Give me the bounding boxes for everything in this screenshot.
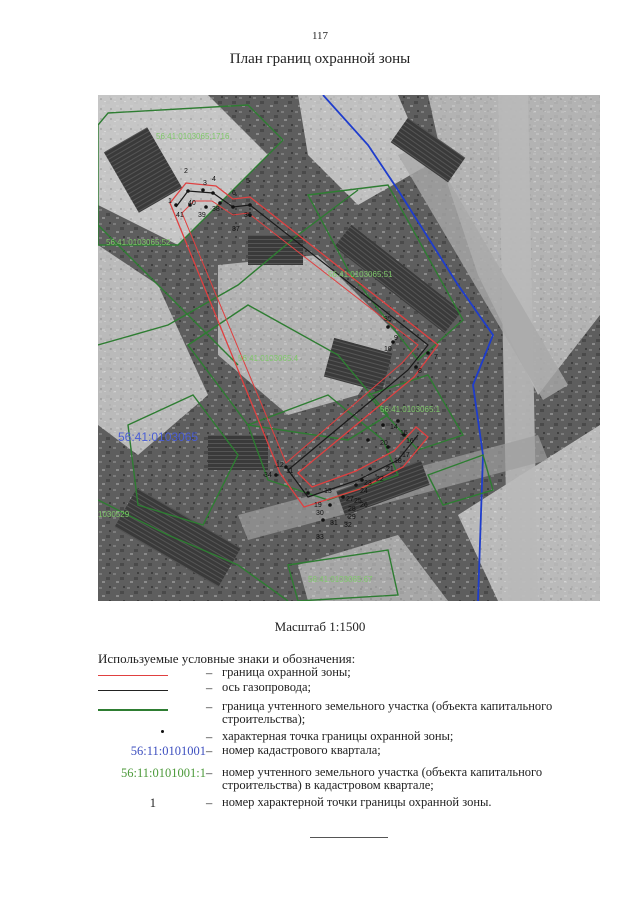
page-number: 117 <box>311 30 329 42</box>
point-number: 41 <box>176 212 184 219</box>
point-number: 19 <box>314 502 322 509</box>
legend-text: граница учтенного земельного участка (объекта капитального строительства); <box>222 699 553 726</box>
point-number: 20 <box>380 440 388 447</box>
point-number: 26 <box>360 502 368 509</box>
page-title: План границ охранной зоны <box>229 51 411 67</box>
legend-text: номер характерной точки границы охранной зоны. <box>222 795 492 809</box>
point-number: 13 <box>324 488 332 495</box>
dot-icon <box>161 730 164 733</box>
point-number: 28 <box>348 506 356 513</box>
point-number: 12 <box>276 462 284 469</box>
black-line-icon <box>98 690 168 691</box>
point-number: 1 <box>168 198 172 205</box>
legend-item-point: – характерная точка границы охранной зоны; <box>98 730 598 744</box>
green-line-icon <box>98 709 168 711</box>
point-number: 16 <box>406 438 414 445</box>
legend-symbol <box>98 666 206 680</box>
point-number: 15 <box>400 430 408 437</box>
point-number: 2 <box>184 168 188 175</box>
point-number: 33 <box>316 534 324 541</box>
parcel-label: 56:41:0103065:51 <box>328 270 393 279</box>
point-number: 18 <box>394 458 402 465</box>
legend-text: номер учтенного земельного участка (объекта капитального строительства) в кадастровом квартале; <box>222 765 543 792</box>
point-number: 27 <box>346 496 354 503</box>
parcel-label: 56:41:0103065:52 <box>106 238 171 247</box>
parcel-label: 1030529 <box>98 510 130 519</box>
point-number: 11 <box>286 468 294 475</box>
point-number: 14 <box>390 424 398 431</box>
footer-divider <box>310 837 388 838</box>
point-number: 6 <box>232 190 236 197</box>
legend-item-gas-axis: – ось газопровода; <box>98 681 598 695</box>
point-number: 7 <box>434 354 438 361</box>
point-number: 23 <box>364 480 372 487</box>
legend-text: граница охранной зоны; <box>222 665 351 679</box>
cadastral-quarter-label: 56:41:0103065 <box>118 430 199 444</box>
red-line-icon <box>98 675 168 676</box>
point-number: 37 <box>232 226 240 233</box>
point-number: 8 <box>418 368 422 375</box>
legend-text: ось газопровода; <box>222 680 312 694</box>
legend-symbol <box>98 700 206 714</box>
point-number: 3 <box>203 180 207 187</box>
point-number: 36 <box>244 212 252 219</box>
point-number: 32 <box>344 522 352 529</box>
legend-item-parcel-boundary: – граница учтенного земельного участка (объекта капитального строительства); <box>98 700 598 714</box>
point-number: 21 <box>386 466 394 473</box>
point-number: 38 <box>212 206 220 213</box>
legend-item-zone-boundary: – граница охранной зоны; <box>98 666 598 680</box>
legend-item-point-number: 1 – номер характерной точки границы охранной зоны. <box>98 796 598 810</box>
scale-text: Масштаб 1:1500 <box>274 619 366 634</box>
point-number: 9 <box>394 335 398 342</box>
parcel-label: 56:41:0103065:1 <box>380 405 441 414</box>
point-number: 10 <box>384 346 392 353</box>
map-frame[interactable] <box>98 95 600 601</box>
legend-item-parcel-number: 56:11:0101001:1 – номер учтенного земельного участка (объекта капитального строительства) в кадастровом квартале; <box>98 766 598 780</box>
legend-title: Используемые условные знаки и обозначения: <box>98 651 356 666</box>
legend-symbol <box>98 730 206 744</box>
point-number: 34 <box>264 472 272 479</box>
point-number: 29 <box>348 514 356 521</box>
point-number: 30 <box>316 510 324 517</box>
parcel-label: 56:41:0103065:4 <box>238 354 299 363</box>
parcel-label: 56:41:0103065:1716 <box>156 132 230 141</box>
legend-symbol: 56:11:0101001 <box>130 744 206 758</box>
point-number: 17 <box>402 452 410 459</box>
legend-symbol <box>98 681 206 695</box>
point-number: 39 <box>198 212 206 219</box>
point-number: 24 <box>360 488 368 495</box>
map-image <box>98 95 600 601</box>
legend-item-cadastral-quarter: 56:11:0101001 – номер кадастрового квартала; <box>98 744 598 758</box>
legend-text: номер кадастрового квартала; <box>222 743 381 757</box>
point-number: 31 <box>330 520 338 527</box>
parcel-label: 56:41:0103065:67 <box>308 575 373 584</box>
point-number: 4 <box>212 176 216 183</box>
legend-symbol: 56:11:0101001:1 <box>121 766 206 780</box>
point-number: 40 <box>188 200 196 207</box>
point-number: 35 <box>384 316 392 323</box>
legend-text: характерная точка границы охранной зоны; <box>222 729 454 743</box>
legend-symbol: 1 <box>149 796 156 810</box>
point-number: 25 <box>354 498 362 505</box>
point-number: 5 <box>246 178 250 185</box>
point-number: 22 <box>376 476 384 483</box>
